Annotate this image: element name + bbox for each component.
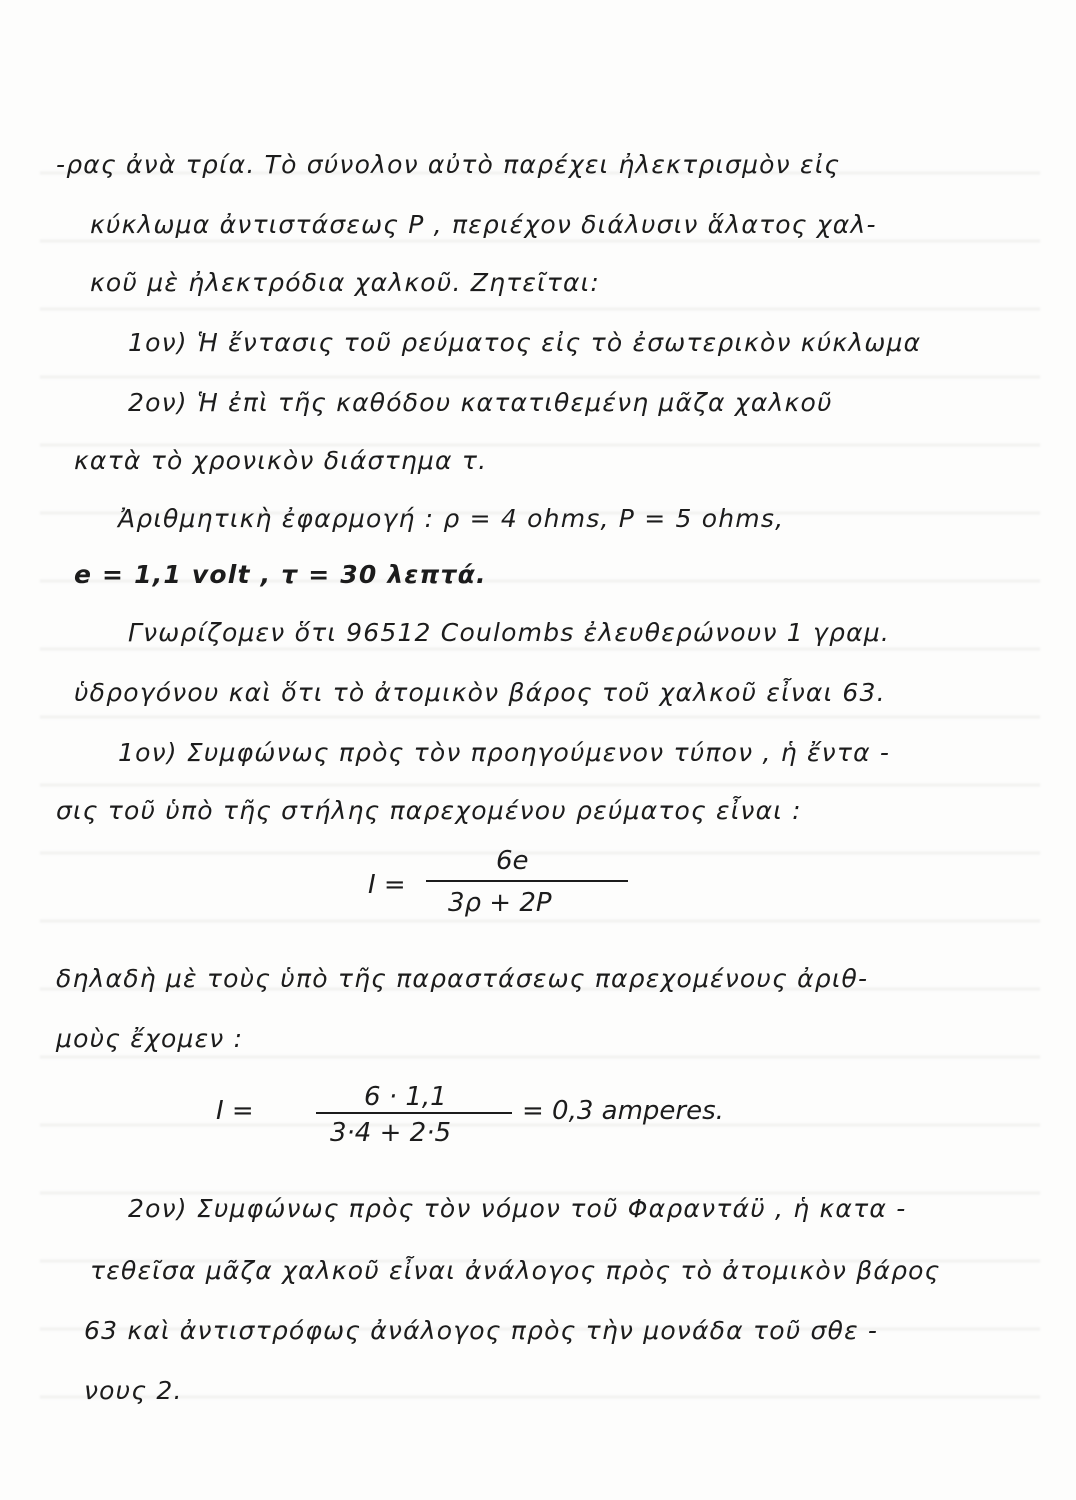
formula2-numerator: 6 · 1,1 (364, 1082, 447, 1112)
formula2-lhs: I = (216, 1096, 254, 1126)
text-line-5: 2ον) Ἡ ἐπὶ τῆς καθόδου κατατιθεμένη μᾶζα χαλκοῦ (128, 388, 833, 417)
text-line-17: 63 καὶ ἀντιστρόφως ἀνάλογος πρὸς τὴν μονάδα τοῦ σθε - (84, 1316, 879, 1345)
text-line-11: 1ον) Συμφώνως πρὸς τὸν προηγούμενον τύπον , ἡ ἔντα - (118, 738, 891, 767)
text-line-14: μοὺς ἔχομεν : (56, 1024, 244, 1053)
text-line-10: ὑδρογόνου καὶ ὅτι τὸ ἀτομικὸν βάρος τοῦ χαλκοῦ εἶναι 63. (74, 678, 886, 707)
text-line-7: Ἀριθμητικὴ ἐφαρμογή : ρ = 4 ohms, P = 5 ohms, (118, 504, 785, 533)
text-line-3: κοῦ μὲ ἠλεκτρόδια χαλκοῦ. Ζητεῖται: (90, 268, 600, 297)
formula1-lhs: I = (368, 870, 406, 900)
text-line-8: e = 1,1 volt , τ = 30 λεπτά. (74, 560, 487, 589)
text-line-12: σις τοῦ ὑπὸ τῆς στήλης παρεχομένου ρεύματος εἶναι : (56, 796, 802, 825)
formula1-numerator: 6e (496, 846, 529, 876)
text-line-9: Γνωρίζομεν ὅτι 96512 Coulombs ἐλευθερώνουν 1 γραμ. (128, 618, 891, 647)
text-line-15: 2ον) Συμφώνως πρὸς τὸν νόμον τοῦ Φαραντάϋ , ἡ κατα - (128, 1194, 907, 1223)
text-line-18: νους 2. (84, 1376, 183, 1405)
text-line-2: κύκλωμα ἀντιστάσεως P , περιέχον διάλυσιν ἅλατος χαλ- (90, 210, 877, 239)
formula1-denominator: 3ρ + 2P (448, 888, 552, 918)
text-line-6: κατὰ τὸ χρονικὸν διάστημα τ. (74, 446, 488, 475)
text-line-13: δηλαδὴ μὲ τοὺς ὑπὸ τῆς παραστάσεως παρεχομένους ἀριθ- (56, 964, 869, 993)
formula2-result: = 0,3 amperes. (522, 1096, 724, 1126)
text-line-1: -ρας ἀνὰ τρία. Τὸ σύνολον αὐτὸ παρέχει ἠλεκτρισμὸν εἰς (56, 150, 841, 179)
text-line-16: τεθεῖσα μᾶζα χαλκοῦ εἶναι ἀνάλογος πρὸς τὸ ἀτομικὸν βάρος (90, 1256, 941, 1285)
formula1-fraction-bar (426, 880, 628, 882)
formula2-fraction-bar (316, 1112, 512, 1114)
text-line-4: 1ον) Ἡ ἔντασις τοῦ ρεύματος εἰς τὸ ἐσωτερικὸν κύκλωμα (128, 328, 922, 357)
formula2-denominator: 3·4 + 2·5 (330, 1118, 452, 1148)
